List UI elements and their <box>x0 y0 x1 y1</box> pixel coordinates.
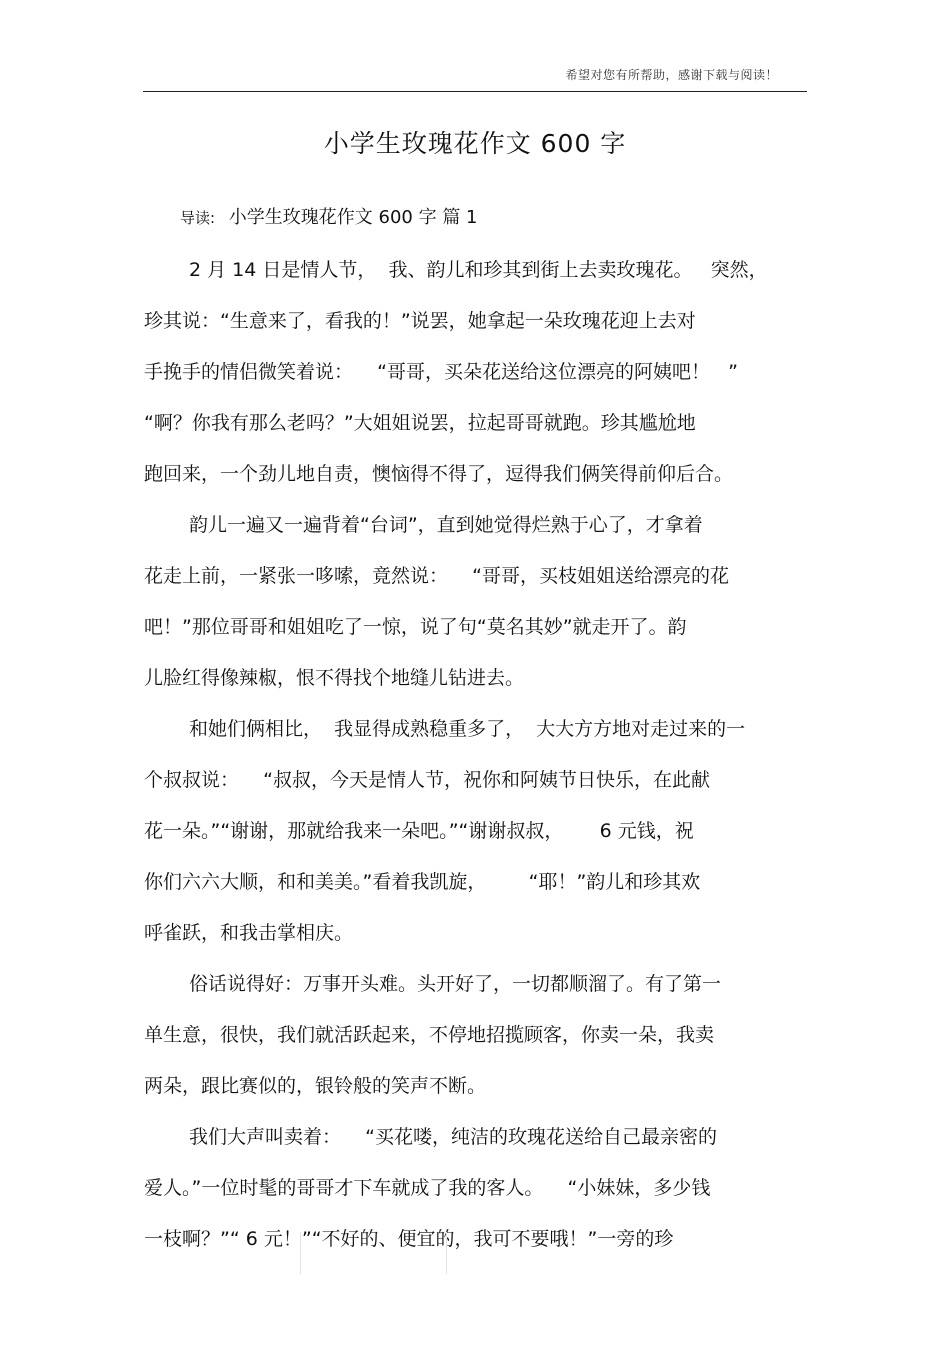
text-line: 儿脸红得像辣椒，恨不得找个地缝儿钻进去。 <box>144 667 525 689</box>
text-line: 单生意，很快，我们就活跃起来，不停地招揽顾客，你卖一朵，我卖 <box>144 1024 715 1046</box>
text-line: 2 月 14 日是情人节， 我、韵儿和珍其到街上去卖玫瑰花。 突然， <box>189 259 768 281</box>
text-line: 你们六六大顺，和和美美。”看着我凯旋， “耶！”韵儿和珍其欢 <box>144 871 701 893</box>
text-line: 我们大声叫卖着： “买花喽，纯洁的玫瑰花送给自己最亲密的 <box>189 1126 718 1148</box>
lead-label: 导读: <box>180 209 216 227</box>
text-line: 手挽手的情侣微笑着说： “哥哥，买朵花送给这位漂亮的阿姨吧！ ” <box>144 361 738 383</box>
text-line: 一枝啊？”“ 6 元！”“不好的、便宜的，我可不要哦！”一旁的珍 <box>144 1228 674 1250</box>
text-line: 和她们俩相比， 我显得成熟稳重多了， 大大方方地对走过来的一 <box>189 718 746 740</box>
text-line: 俗话说得好：万事开头难。头开好了，一切都顺溜了。有了第一 <box>189 973 722 995</box>
page-title: 小学生玫瑰花作文 600 字 <box>323 129 627 158</box>
text-line: 爱人。”一位时髦的哥哥才下车就成了我的客人。 “小妹妹，多少钱 <box>144 1177 711 1199</box>
text-line: 花一朵。”“谢谢，那就给我来一朵吧。”“谢谢叔叔， 6 元钱，祝 <box>144 820 694 842</box>
text-line: 吧！”那位哥哥和姐姐吃了一惊，说了句“莫名其妙”就走开了。韵 <box>144 616 687 638</box>
article-body <box>144 252 804 1272</box>
text-line: 花走上前，一紧张一哆嗦，竟然说： “哥哥，买枝姐姐送给漂亮的花 <box>144 565 730 587</box>
text-line: 呼雀跃，和我击掌相庆。 <box>144 922 354 944</box>
header-note: 希望对您有所帮助，感谢下载与阅读！ <box>565 68 778 82</box>
text-line: 个叔叔说： “叔叔，今天是情人节，祝你和阿姨节日快乐，在此献 <box>144 769 711 791</box>
text-line: 跑回来，一个劲儿地自责，懊恼得不得了，逗得我们俩笑得前仰后合。 <box>144 463 734 485</box>
lead-line <box>180 203 478 229</box>
page-fold-marks <box>300 1232 447 1274</box>
header-divider <box>143 91 807 92</box>
text-line: 两朵，跟比赛似的，银铃般的笑声不断。 <box>144 1075 487 1097</box>
lead-text: 小学生玫瑰花作文 600 字 篇 1 <box>228 207 478 228</box>
text-line: 韵儿一遍又一遍背着“台词”，直到她觉得烂熟于心了，才拿着 <box>189 514 703 536</box>
text-line: “啊？你我有那么老吗？”大姐姐说罢，拉起哥哥就跑。珍其尴尬地 <box>144 412 696 434</box>
text-line: 珍其说：“生意来了，看我的！”说罢，她拿起一朵玫瑰花迎上去对 <box>144 310 696 332</box>
